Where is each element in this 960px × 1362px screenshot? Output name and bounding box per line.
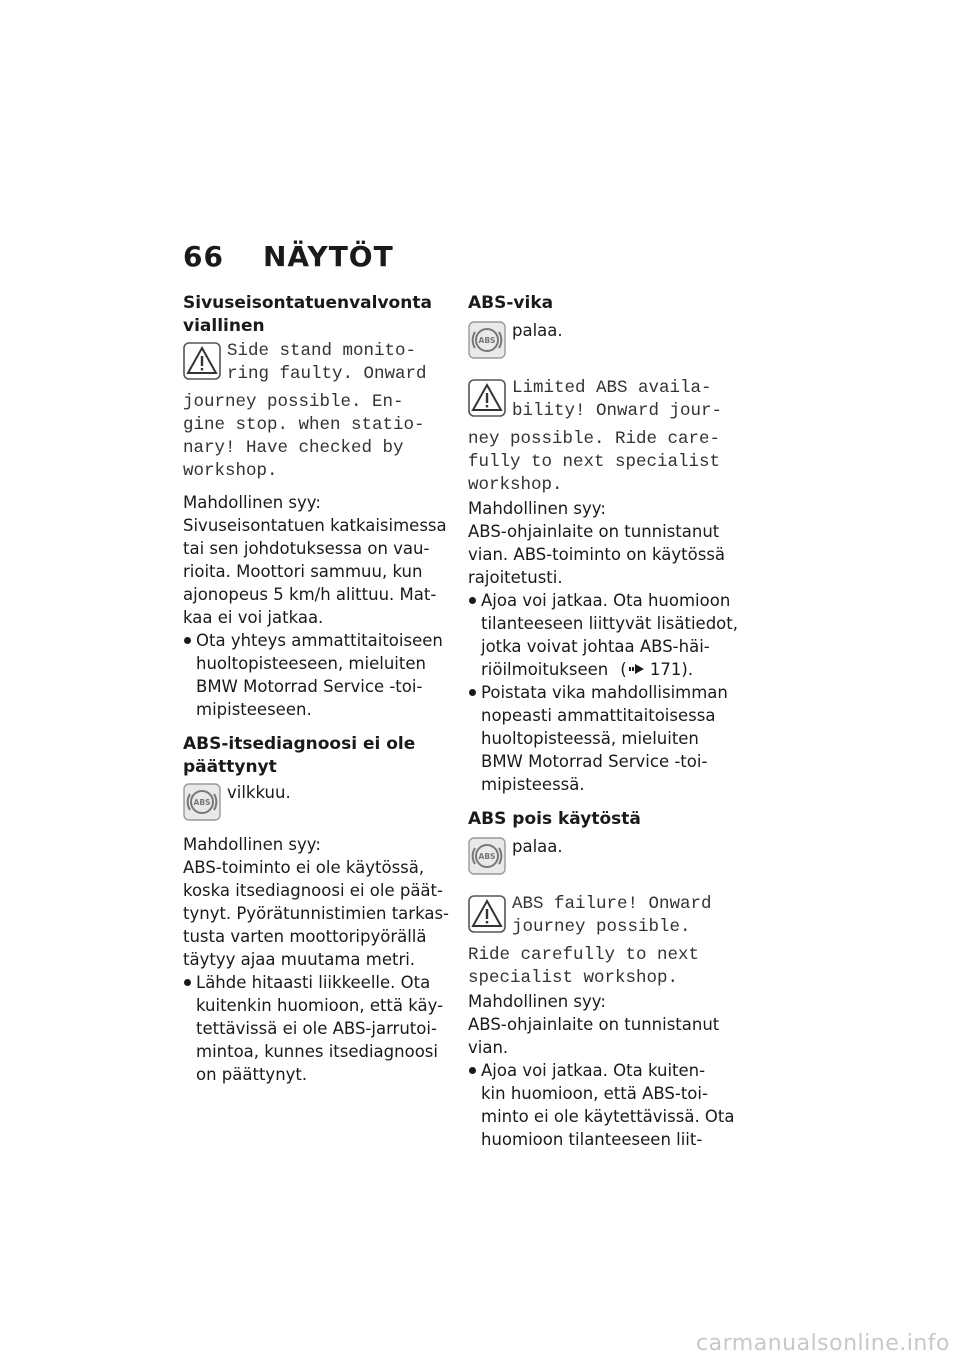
abs-off-message-head: ABS failure! Onward journey possible.	[512, 894, 712, 937]
section-title: NÄYTÖT	[263, 240, 394, 273]
side-stand-cause-text: Sivuseisontatuen katkaisimessa tai sen johdotuksessa on vau- rioita. Moottori sammuu, kun ajonopeus 5 km/h alittuu. Mat- kaa ei voi jatkaa.	[183, 516, 447, 627]
warning-triangle-icon	[468, 379, 506, 421]
svg-text:ABS: ABS	[193, 798, 211, 807]
list-item: Ajoa voi jatkaa. Ota kuiten- kin huomioon, että ABS-toi- minto ei ole käytettävissä. Ota huomioon tilanteeseen liit-	[468, 1059, 740, 1151]
abs-selfdiag-actions	[183, 971, 455, 1086]
left-column	[183, 292, 455, 1086]
abs-off-icon-row	[468, 835, 740, 881]
abs-fault-warning-row	[468, 377, 740, 423]
abs-fault-heading: ABS-vika	[468, 293, 554, 313]
abs-off-actions	[468, 1059, 740, 1151]
abs-selfdiag-cause-text: ABS-toiminto ei ole käytössä, koska itsediagnoosi ei ole päät- tynyt. Pyörätunnistimien tarkas- tusta varten moottoripyörällä täytyy ajaa muutama metri.	[183, 858, 449, 969]
abs-selfdiag-cause-label: Mahdollinen syy:	[183, 835, 321, 854]
abs-off-heading: ABS pois käytöstä	[468, 809, 641, 829]
abs-off-message-tail: Ride carefully to next specialist workshop.	[468, 945, 700, 988]
abs-fault-cause-text: ABS-ohjainlaite on tunnistanut vian. ABS-toiminto on käytössä rajoitetusti.	[468, 522, 726, 587]
abs-indicator-icon	[183, 783, 221, 825]
abs-selfdiag-status: vilkkuu.	[227, 783, 291, 802]
abs-off-cause-text: ABS-ohjainlaite on tunnistanut vian.	[468, 1015, 720, 1057]
list-item: Poistata vika mahdollisimman nopeasti ammattitaitoisessa huoltopisteessä, mieluiten BMW Motorrad Service -toi- mipisteessä.	[468, 681, 740, 796]
side-stand-heading: Sivuseisontatuenvalvonta viallinen	[183, 293, 432, 336]
list-item: Lähde hitaasti liikkeelle. Ota kuitenkin huomioon, että käy- tettävissä ei ole ABS-jarrutoi- mintoa, kunnes itsediagnoosi on päättynyt.	[183, 971, 455, 1086]
warning-triangle-icon	[468, 895, 506, 937]
watermark-text: carmanualsonline.info	[696, 1331, 950, 1356]
abs-indicator-icon	[468, 837, 506, 879]
abs-off-status: palaa.	[512, 837, 563, 856]
warning-triangle-icon	[183, 342, 221, 384]
abs-selfdiag-icon-row	[183, 781, 455, 827]
side-stand-message-head: Side stand monito- ring faulty. Onward	[227, 341, 427, 384]
side-stand-warning-row	[183, 340, 455, 386]
abs-fault-icon-row	[468, 319, 740, 365]
side-stand-actions	[183, 629, 455, 721]
abs-indicator-icon	[468, 321, 506, 363]
abs-fault-message-tail: ney possible. Ride care- fully to next specialist workshop.	[468, 429, 721, 495]
abs-fault-status: palaa.	[512, 321, 563, 340]
list-item: Ajoa voi jatkaa. Ota huomioon tilanteeseen liittyvät lisätiedot, jotka voivat johtaa ABS-häi- riöilmoitukseen ( 171).	[468, 589, 740, 681]
abs-fault-cause-label: Mahdollinen syy:	[468, 499, 606, 518]
right-column	[468, 292, 740, 1151]
side-stand-cause-label: Mahdollinen syy:	[183, 493, 321, 512]
abs-off-cause-label: Mahdollinen syy:	[468, 992, 606, 1011]
svg-text:ABS: ABS	[478, 852, 496, 861]
svg-text:ABS: ABS	[478, 336, 496, 345]
page-header	[183, 240, 394, 273]
abs-selfdiag-heading: ABS-itsediagnoosi ei ole päättynyt	[183, 734, 416, 777]
abs-fault-actions	[468, 589, 740, 796]
list-item: Ota yhteys ammattitaitoiseen huoltopisteeseen, mieluiten BMW Motorrad Service -toi- mipisteeseen.	[183, 629, 455, 721]
abs-fault-message-head: Limited ABS availa- bility! Onward jour-	[512, 378, 723, 421]
page-reference: 171).	[649, 660, 694, 679]
arrow-reference-icon	[629, 660, 645, 679]
side-stand-message-tail: journey possible. En- gine stop. when statio- nary! Have checked by workshop.	[183, 392, 425, 481]
abs-off-warning-row	[468, 893, 740, 939]
page-number: 66	[183, 240, 224, 273]
